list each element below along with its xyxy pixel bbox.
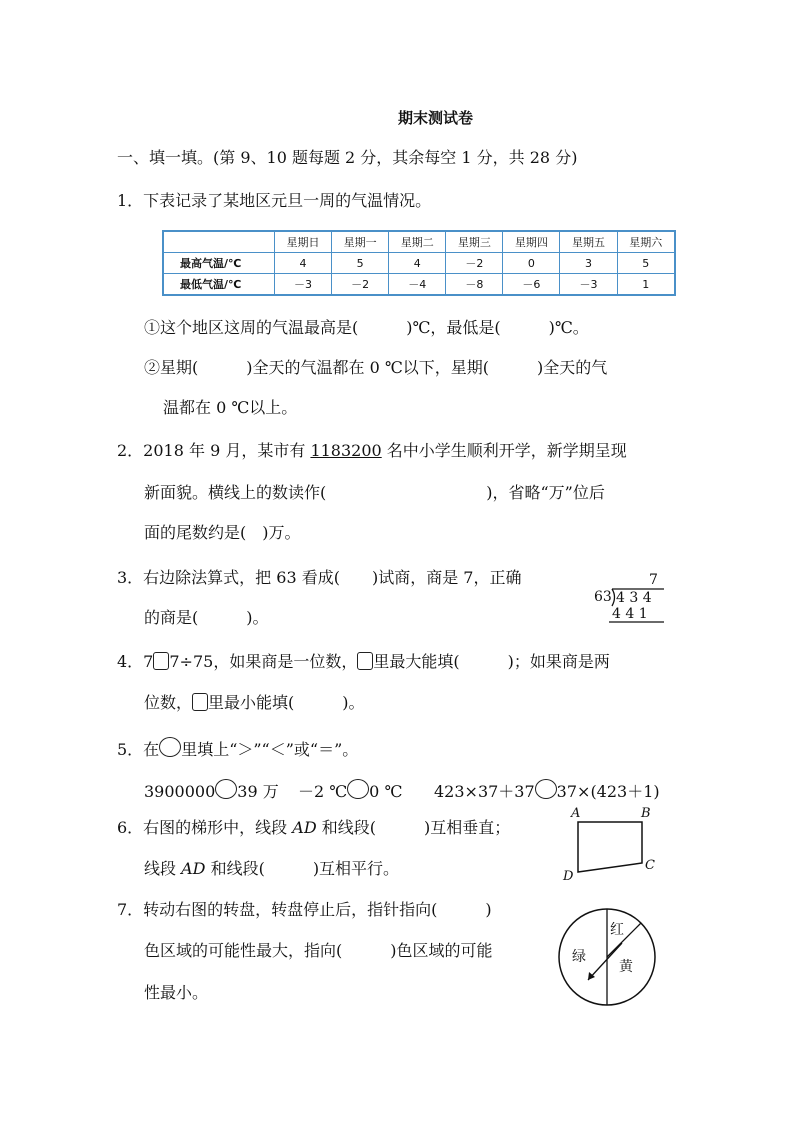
question-4-text-a: 4．7: [117, 652, 154, 671]
table-cell: －3: [560, 274, 617, 296]
division-dividend: 4 3 4: [616, 590, 652, 606]
table-cell: 0: [503, 253, 560, 274]
question-6-text-b: 和线段( )互相垂直；: [316, 818, 511, 837]
question-4-text-b: 7÷75，如果商是一位数，: [169, 652, 358, 671]
question-7-line2: 色区域的可能性最大，指向( )色区域的可能: [144, 941, 493, 960]
question-2-text-a: 2．2018 年 9 月，某市有: [117, 441, 311, 460]
compare-left: 3900000: [144, 782, 216, 801]
question-6-line2: [144, 859, 399, 879]
section-heading: 一、填一填。(第 9、10 题每题 2 分，其余每空 1 分，共 28 分): [117, 148, 578, 167]
segment-ad-label: AD: [292, 818, 317, 837]
question-6-text-c: 线段: [144, 859, 182, 878]
question-2-number: 1183200: [310, 441, 382, 460]
table-corner-cell: [163, 231, 275, 253]
table-cell: 1: [617, 274, 675, 296]
table-header-cell: 星期一: [332, 231, 389, 253]
blank-box-icon: [153, 652, 169, 670]
question-3-line2: 的商是( )。: [144, 608, 269, 627]
question-2-text-b: 名中小学生顺利开学，新学期呈现: [381, 441, 627, 460]
table-cell: 5: [332, 253, 389, 274]
question-6-text-a: 6．右图的梯形中，线段: [117, 818, 293, 837]
question-5-text-a: 5．在: [117, 740, 160, 759]
question-1-sub2-cont: 温都在 0 ℃以上。: [163, 398, 298, 417]
table-cell: 4: [389, 253, 446, 274]
red-region-label: 红: [610, 922, 624, 938]
table-cell: －8: [446, 274, 503, 296]
table-cell: －4: [389, 274, 446, 296]
blank-box-icon: [357, 652, 373, 670]
table-header-cell: 星期二: [389, 231, 446, 253]
blank-box-icon: [192, 693, 208, 711]
question-2-line2: 新面貌。横线上的数读作( )，省略“万”位后: [144, 483, 605, 502]
long-division: [594, 572, 674, 632]
table-cell: －3: [275, 274, 332, 296]
compare-right: 0 ℃: [369, 782, 403, 801]
table-header-cell: 星期四: [503, 231, 560, 253]
blank-circle-icon: [215, 779, 237, 799]
trapezoid-figure: [560, 806, 660, 886]
question-7-line1: 7．转动右图的转盘，转盘停止后，指针指向( ): [117, 900, 492, 919]
table-header-cell: 星期六: [617, 231, 675, 253]
vertex-a-label: A: [571, 806, 581, 821]
question-5-line1: [117, 737, 358, 760]
question-2-line3: 面的尾数约是( )万。: [144, 523, 301, 542]
yellow-region-label: 黄: [619, 959, 633, 975]
compare-item-2: [298, 779, 402, 802]
segment-ad-label: AD: [181, 859, 206, 878]
question-5-text-b: 里填上“＞”“＜”或“＝”。: [181, 740, 359, 759]
question-1-stem: 1．下表记录了某地区元旦一周的气温情况。: [117, 191, 432, 210]
question-7-line3: 性最小。: [144, 983, 209, 1002]
table-header-cell: 星期五: [560, 231, 617, 253]
compare-left: 423×37＋37: [434, 782, 535, 801]
table-row-label: 最高气温/℃: [163, 253, 275, 274]
table-cell: －6: [503, 274, 560, 296]
question-4-line1: [117, 652, 610, 672]
division-divisor: 63: [594, 589, 612, 605]
question-6-text-d: 和线段( )互相平行。: [205, 859, 400, 878]
table-row-label: 最低气温/℃: [163, 274, 275, 296]
question-1-sub2: ②星期( )全天的气温都在 0 ℃以下，星期( )全天的气: [144, 358, 608, 377]
page-title: 期末测试卷: [398, 109, 474, 127]
question-4-line2: [144, 693, 365, 713]
vertex-d-label: D: [563, 869, 574, 884]
question-3-line1: 3．右边除法算式，把 63 看成( )试商，商是 7，正确: [117, 568, 522, 587]
blank-circle-icon: [347, 779, 369, 799]
question-4-text-d: 位数，: [144, 693, 193, 712]
blank-circle-icon: [535, 779, 557, 799]
compare-item-3: [434, 779, 660, 802]
question-4-text-e: 里最小能填( )。: [208, 693, 365, 712]
compare-right: 39 万: [237, 782, 279, 801]
blank-circle-icon: [159, 737, 181, 757]
table-cell: 5: [617, 253, 675, 274]
division-product: 4 4 1: [612, 606, 648, 622]
question-1-sub1: ①这个地区这周的气温最高是( )℃，最低是( )℃。: [144, 318, 589, 337]
table-cell: 3: [560, 253, 617, 274]
spinner-figure: [556, 906, 658, 1008]
table-row: [163, 253, 675, 274]
table-header-cell: 星期三: [446, 231, 503, 253]
green-region-label: 绿: [572, 949, 586, 965]
division-quotient: 7: [649, 572, 658, 588]
compare-right: 37×(423＋1): [556, 782, 660, 801]
question-6-line1: [117, 818, 510, 838]
table-cell: －2: [446, 253, 503, 274]
temperature-table: [162, 230, 676, 296]
vertex-b-label: B: [641, 806, 651, 821]
vertex-c-label: C: [645, 858, 655, 873]
question-2-line1: [117, 441, 627, 461]
compare-left: －2 ℃: [298, 782, 348, 801]
question-4-text-c: 里最大能填( )；如果商是两: [373, 652, 610, 671]
table-header-cell: 星期日: [275, 231, 332, 253]
compare-item-1: [144, 779, 279, 802]
table-header-row: [163, 231, 675, 253]
table-row: [163, 274, 675, 296]
table-cell: －2: [332, 274, 389, 296]
table-cell: 4: [275, 253, 332, 274]
